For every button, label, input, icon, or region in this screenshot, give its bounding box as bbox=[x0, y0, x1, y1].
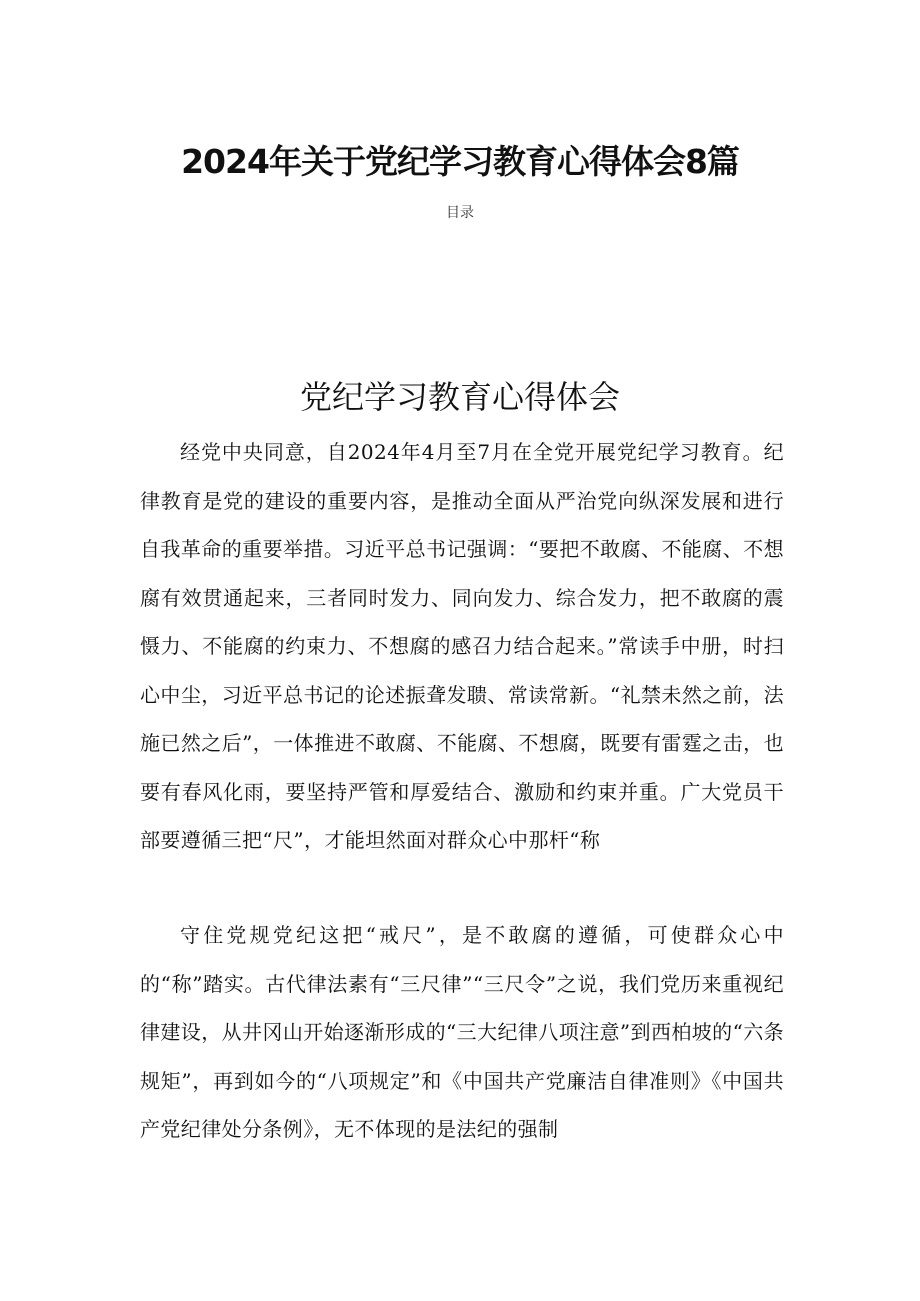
document-title: 2024年关于党纪学习教育心得体会8篇 bbox=[181, 142, 739, 181]
section-title: 党纪学习教育心得体会 bbox=[299, 378, 620, 416]
body-paragraph: 经党中央同意，自2024年4月至7月在全党开展党纪学习教育。纪律教育是党的建设的重要内容，是推动全面从严治党向纵深发展和进行自我革命的重要举措。习近平总书记强调：“要把不敢腐、不能腐、不想腐有效贯通起来，三者同时发力、同向发力、综合发力，把不敢腐的震慑力、不能腐的约束力、不想腐的感召力结合起来。”常读手中册，时扫心中尘，习近平总书记的论述振聋发聩、常读常新。“礼禁未然之前，法施已然之后”，一体推进不敢腐、不能腐、不想腐，既要有雷霆之击，也要有春风化雨，要坚持严管和厚爱结合、激励和约束并重。广大党员干部要遵循三把“尺”，才能坦然面对群众心中那杆“称 bbox=[140, 440, 784, 852]
table-of-contents-label: 目录 bbox=[446, 205, 474, 221]
body-paragraph: 守住党规党纪这把“戒尺”，是不敢腐的遵循，可使群众心中的“称”踏实。古代律法素有“三尺律”“三尺令”之说，我们党历来重视纪律建设，从井冈山开始逐渐形成的“三大纪律八项注意”到西柏坡的“六条规矩”，再到如今的“八项规定”和《中国共产党廉洁自律准则》《中国共产党纪律处分条例》，无不体现的是法纪的强制 bbox=[140, 923, 784, 1141]
